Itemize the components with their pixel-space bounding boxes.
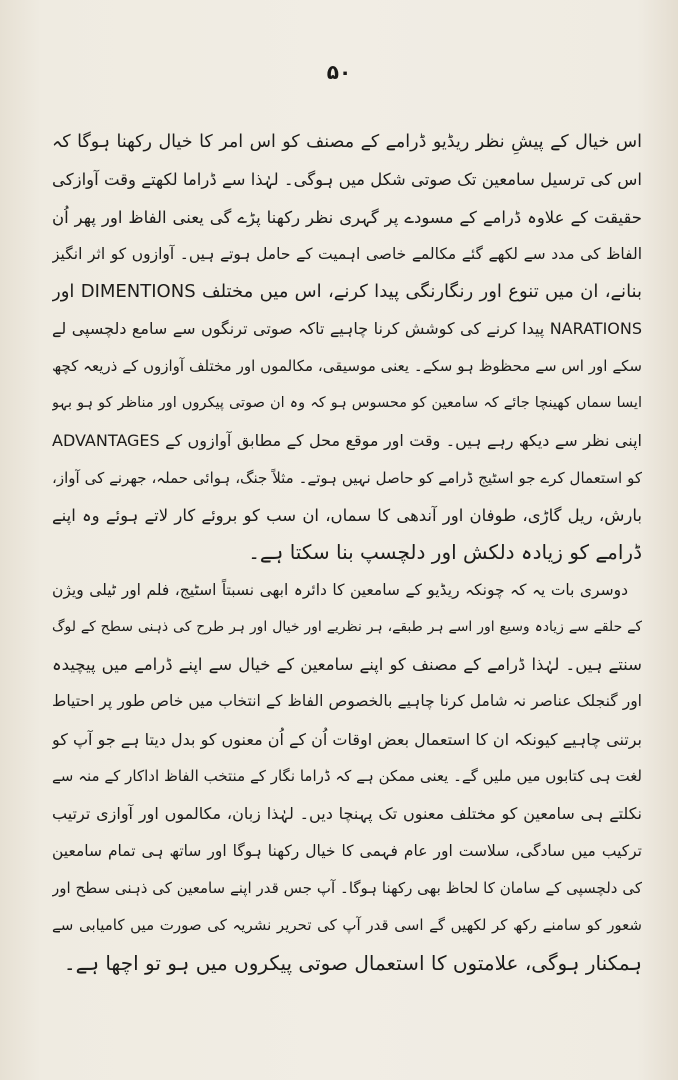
text-line: ایسا سماں کھینچا جائے کہ سامعین کو محسوس ہو کہ وہ ان صوتی پیکروں اور مناظر کو ہو بہو bbox=[52, 395, 642, 412]
text-line: اس کی ترسیل سامعین تک صوتی شکل میں ہوگی۔ لہٰذا سے ڈراما لکھتے وقت آوازکی bbox=[52, 170, 642, 190]
text-line: NARATIONS پیدا کرنے کی کوشش کرنا چاہیے تاکہ صوتی ترنگوں سے سامع دلچسپی لے bbox=[52, 319, 642, 339]
text-line: ہمکنار ہوگی، علامتوں کا استعمال صوتی پیکروں میں ہو تو اچھا ہے۔ bbox=[63, 950, 642, 975]
text-line: ڈرامے کو زیادہ دلکش اور دلچسپ بنا سکتا ہے۔ bbox=[248, 540, 642, 565]
text-line: سکے اور اس سے محظوظ ہو سکے۔ یعنی موسیقی، مکالموں اور مختلف آوازوں کے ذریعہ کچھ bbox=[52, 356, 642, 375]
text-line: کو استعمال کرے جو اسٹیج ڈرامے کو حاصل نہیں ہوتے۔ مثلاً جنگ، ہوائی حملہ، جھرنے کی آواز، bbox=[52, 468, 642, 487]
text-line: کی دلچسپی کے سامان کا لحاظ بھی رکھنا ہوگا۔ آپ جس قدر اپنے سامعین کی ذہنی سطح اور bbox=[52, 878, 642, 897]
text-line: اپنی نظر سے دیکھ رہے ہیں۔ وقت اور موقع محل کے مطابق آوازوں کے ADVANTAGES bbox=[52, 431, 642, 451]
page-number: ۵۰ bbox=[326, 60, 352, 84]
text-line: لغت ہی کتابوں میں ملیں گے۔ یعنی ممکن ہے کہ ڈراما نگار کے منتخب الفاظ اداکار کے منہ سے bbox=[52, 767, 642, 786]
text-line: ترکیب میں سادگی، سلاست اور عام فہمی کا خیال رکھنا ہوگا اور ساتھ ہی تمام سامعین bbox=[52, 841, 642, 860]
text-line: دوسری بات یہ کہ چونکہ ریڈیو کے سامعین کا دائرہ ابھی نسبتاً اسٹیج، فلم اور ٹیلی ویژن bbox=[52, 580, 628, 599]
paragraph-2 bbox=[52, 572, 642, 982]
text-line: سنتے ہیں۔ لہٰذا ڈرامے کے مصنف کو اپنے سامعین کے خیال سے اپنے ڈرامے میں پیچیدہ bbox=[52, 655, 642, 675]
text-line: نکلتے ہی سامعین کو مختلف معنوں تک پہنچا دیں۔ لہٰذا زبان، مکالموں اور آوازی ترتیب bbox=[52, 804, 642, 824]
text-line: کے حلقے سے زیادہ وسیع اور اسے ہر طبقے، ہر نظریے اور خیال اور ہر طرح کی ذہنی سطح کے لوگ bbox=[52, 618, 642, 635]
text-line: اور گنجلک عناصر نہ شامل کرنا چاہیے بالخصوص الفاظ کے انتخاب میں خاص طور پر احتیاط bbox=[52, 692, 642, 711]
paragraph-1 bbox=[52, 124, 642, 572]
text-line: الفاظ کی مدد سے لکھے گئے مکالمے خاصی اہمیت کے حامل ہوتے ہیں۔ آوازوں کو اثر انگیز bbox=[52, 244, 642, 263]
text-line: شعور کو سامنے رکھ کر لکھیں گے اسی قدر آپ کی تحریر نشریہ کی صورت میں کامیابی سے bbox=[52, 916, 642, 935]
text-line: اس خیال کے پیشِ نظر ریڈیو ڈرامے کے مصنف کو اس امر کا خیال رکھنا ہوگا کہ bbox=[52, 132, 642, 152]
text-line: حقیقت کے علاوہ ڈرامے کے مسودے پر گہری نظر رکھنا پڑے گی یعنی الفاظ اور پھر اُن bbox=[52, 207, 642, 227]
text-line: بارش، ریل گاڑی، طوفان اور آندھی کا سماں، ان سب کو بروئے کار لاتے ہوئے وہ اپنے bbox=[52, 505, 642, 525]
text-line: بنانے، ان میں تنوع اور رنگارنگی پیدا کرنے، اس میں مختلف DIMENTIONS اور bbox=[52, 281, 642, 303]
page-body bbox=[52, 124, 642, 982]
text-line: برتنی چاہیے کیونکہ ان کا استعمال بعض اوقات اُن کے اُن معنوں کو بدل دیتا ہے جو آپ کو bbox=[52, 729, 642, 749]
